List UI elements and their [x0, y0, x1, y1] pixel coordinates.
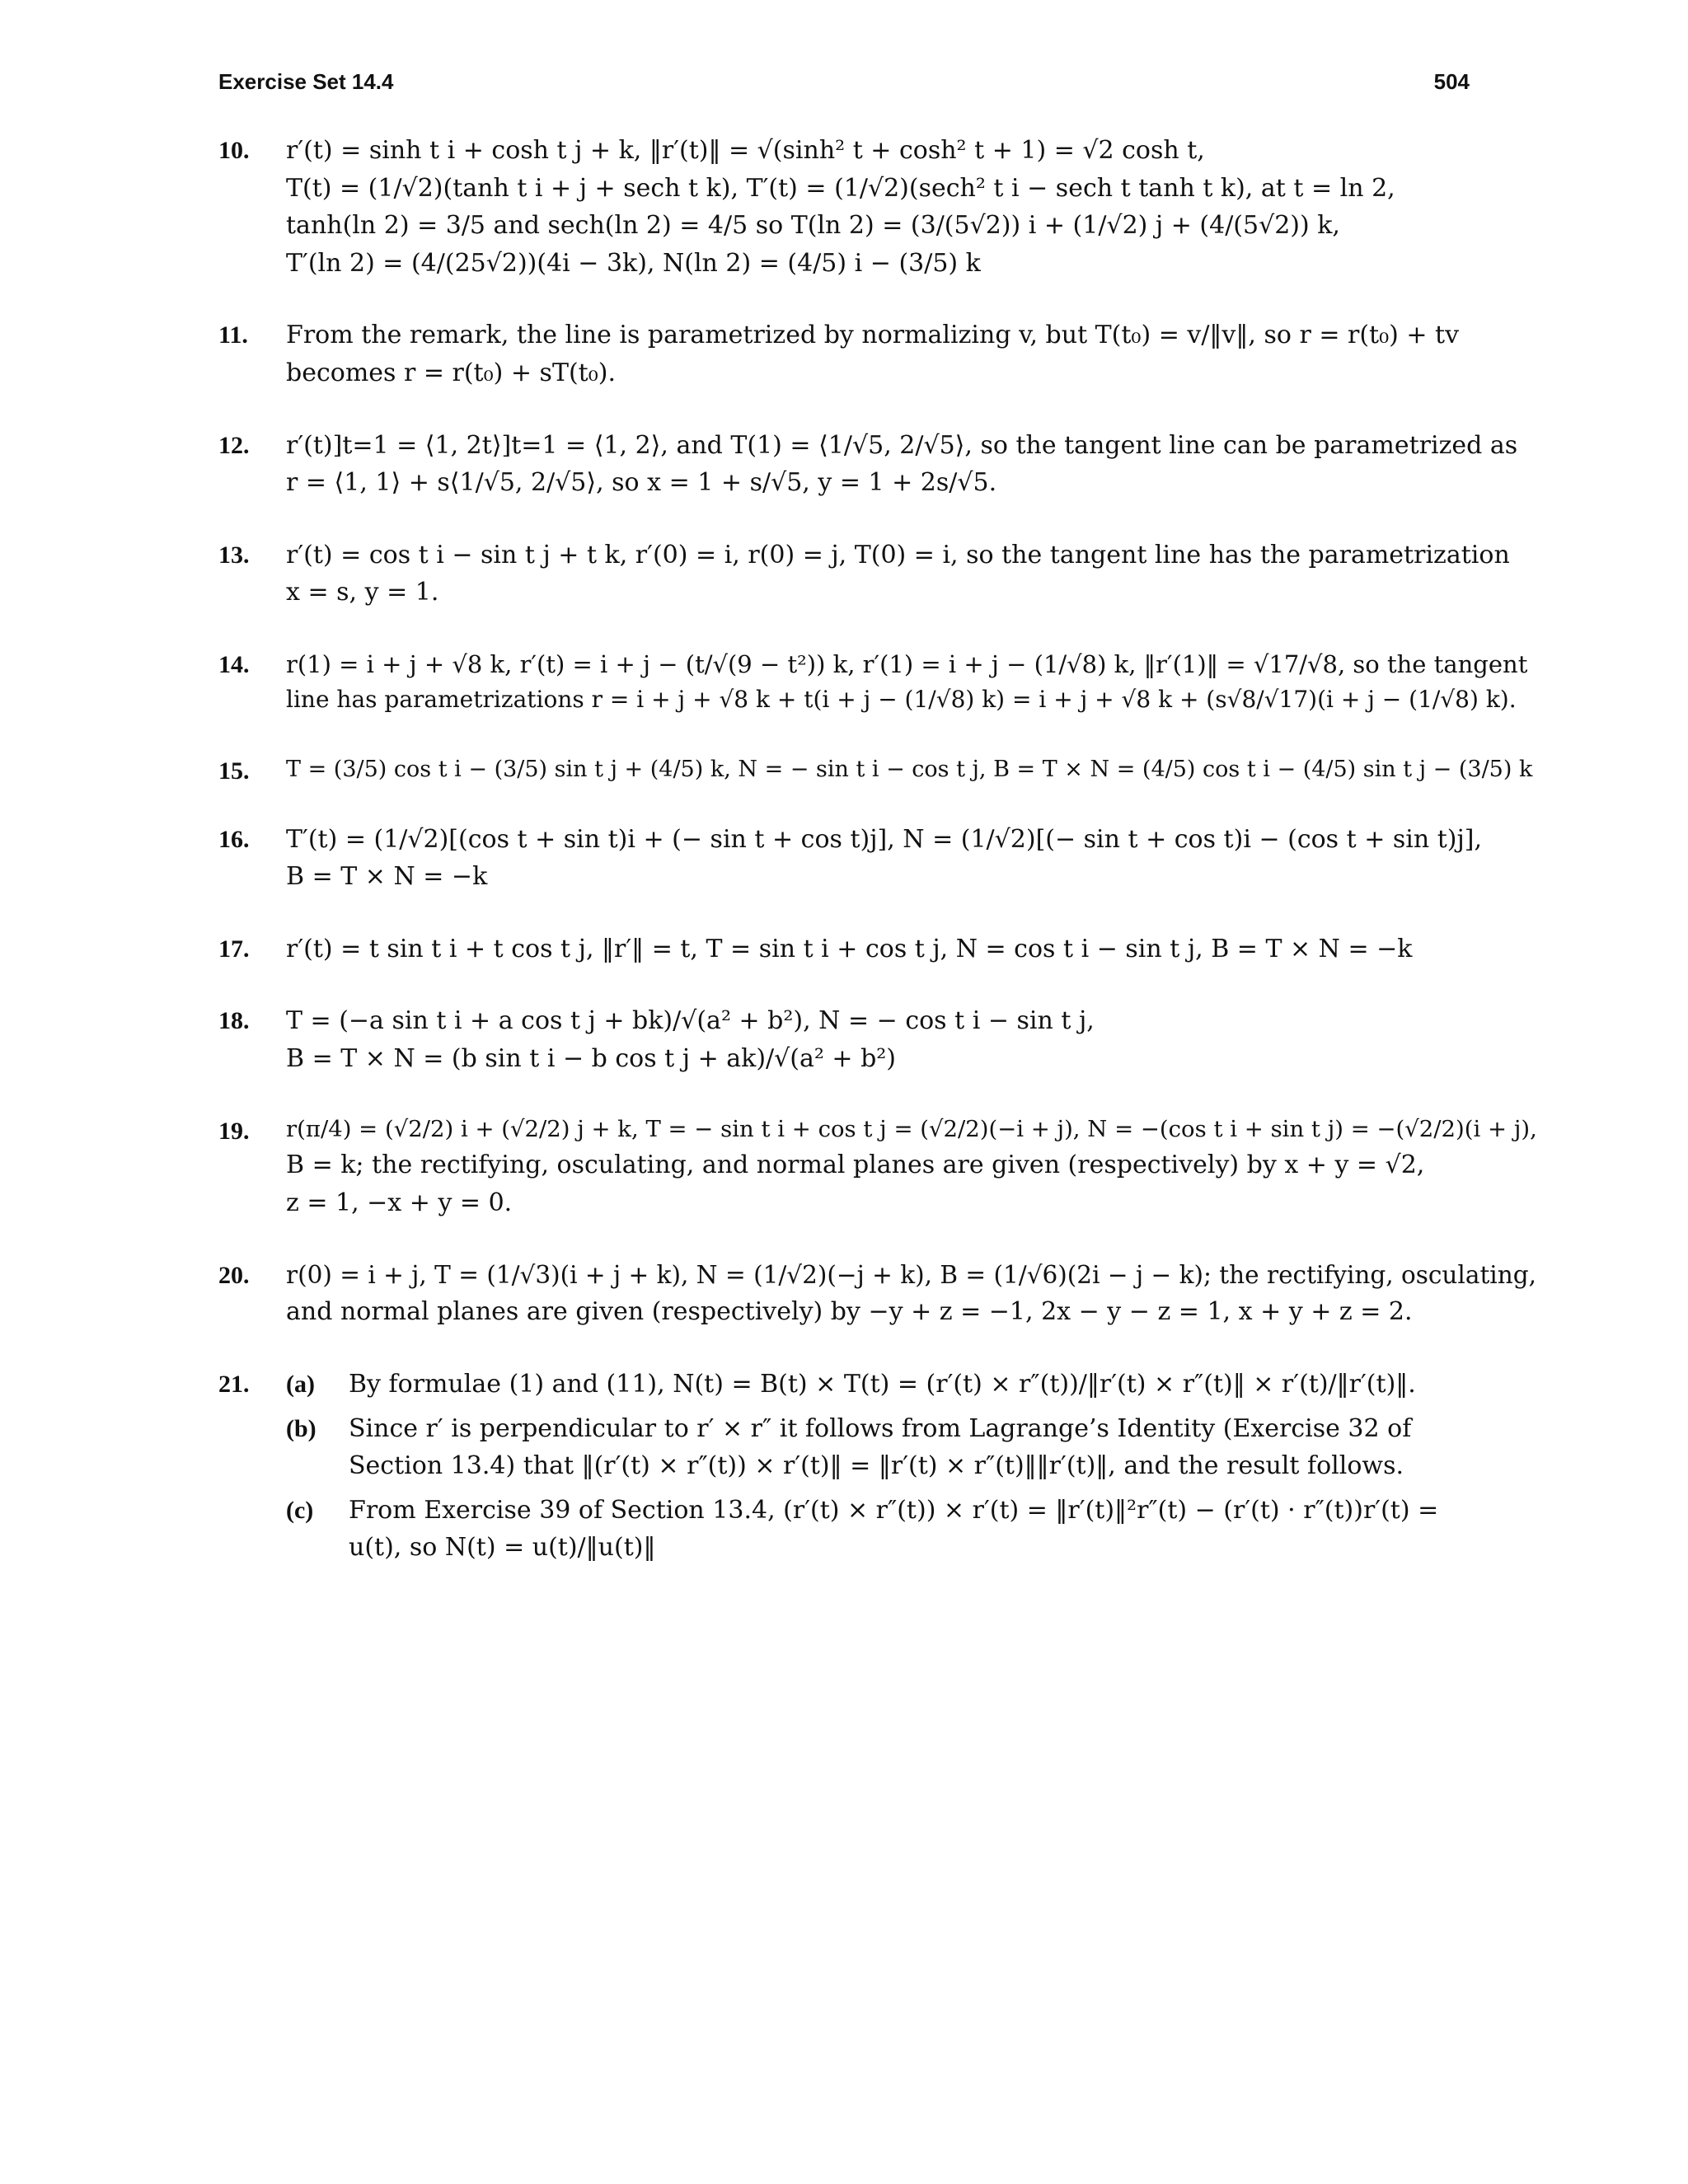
problem-number: 14. — [218, 650, 250, 678]
problem-17 — [218, 930, 1470, 968]
problem-number: 12. — [218, 431, 250, 459]
solution-line: T = (3/5) cos t i − (3/5) sin t j + (4/5) k, N = − sin t i − cos t j, B = T × N = (4/5) cos t i − (4/5) sin t j − (3/5) k — [286, 756, 1533, 782]
solution-line: From the remark, the line is parametrized by normalizing v, but T(t₀) = v/‖v‖, so r = r(t₀) + tv — [286, 321, 1460, 350]
problem-15 — [218, 752, 1533, 786]
problem-number: 19. — [218, 1117, 250, 1145]
problem-number: 18. — [218, 1007, 250, 1035]
problem-number: 10. — [218, 137, 250, 164]
solution-line: x = s, y = 1. — [286, 578, 439, 607]
problem-13 — [218, 537, 1510, 612]
solution-line: B = T × N = (b sin t i − b cos t j + ak)/√(a² + b²) — [286, 1043, 897, 1073]
solution-line: r(0) = i + j, T = (1/√3)(i + j + k), N = (1/√2)(−j + k), B = (1/√6)(2i − j − k); the rectifying, osculating, — [286, 1260, 1537, 1289]
section-title: Exercise Set 14.4 — [218, 69, 394, 94]
problem-18 — [218, 1002, 1470, 1077]
solution-line: T′(ln 2) = (4/(25√2))(4i − 3k), N(ln 2) = (4/5) i − (3/5) k — [286, 248, 981, 278]
problem-number: 15. — [218, 757, 250, 785]
problem-number: 17. — [218, 935, 250, 963]
problem-number: 16. — [218, 825, 250, 853]
page-number: 504 — [1433, 69, 1470, 94]
problem-14 — [218, 646, 1528, 718]
problem-number: 20. — [218, 1261, 250, 1289]
problem-12 — [218, 427, 1518, 502]
solution-line: line has parametrizations r = i + j + √8 k + t(i + j − (1/√8) k) = i + j + √8 k + (s√8/√17)(i + j − (1/√8) k). — [286, 686, 1517, 714]
part-a — [286, 1366, 1470, 1404]
part-text: Since r′ is perpendicular to r′ × r″ it follows from Lagrange’s Identity (Exercise 32 of Section 13.4) that ‖(r′(t) × r″(t)) × r′(t)‖ = ‖r′(t) × r″(t)‖‖r′(t)‖, and the result follows. — [349, 1413, 1412, 1481]
solution-line: z = 1, −x + y = 0. — [286, 1188, 513, 1217]
solution-line: B = k; the rectifying, osculating, and normal planes are given (respectively) by x + y = √2, — [286, 1151, 1425, 1180]
part-label: (c) — [286, 1496, 314, 1524]
solution-line: r′(t) = cos t i − sin t j + t k, r′(0) = i, r(0) = j, T(0) = i, so the tangent line has the parametrization — [286, 540, 1510, 569]
solution-line: T′(t) = (1/√2)[(cos t + sin t)i + (− sin t + cos t)j], N = (1/√2)[(− sin t + cos t)i − (cos t + sin t)j], — [286, 824, 1483, 854]
problem-number: 13. — [218, 541, 250, 569]
page-header — [218, 69, 1470, 95]
solution-line: r′(t) = sinh t i + cosh t j + k, ‖r′(t)‖ = √(sinh² t + cosh² t + 1) = √2 cosh t, — [286, 136, 1205, 165]
part-b — [286, 1410, 1470, 1485]
part-text: From Exercise 39 of Section 13.4, (r′(t) × r″(t)) × r′(t) = ‖r′(t)‖²r″(t) − (r′(t) · r″(t))r′(t) = u(t), so N(t) = u(t)/‖u(t)‖ — [349, 1495, 1439, 1563]
solution-line: becomes r = r(t₀) + sT(t₀). — [286, 358, 616, 387]
problem-10 — [218, 132, 1470, 282]
solution-line: T(t) = (1/√2)(tanh t i + j + sech t k), T′(t) = (1/√2)(sech² t i − sech t tanh t k), at t = ln 2, — [286, 173, 1395, 203]
problem-19 — [218, 1113, 1537, 1222]
part-label: (b) — [286, 1414, 316, 1442]
solution-line: r′(t) = t sin t i + t cos t j, ‖r′‖ = t, T = sin t i + cos t j, N = cos t i − sin t j, B = T × N = −k — [286, 934, 1413, 963]
solution-line: r(1) = i + j + √8 k, r′(t) = i + j − (t/√(9 − t²)) k, r′(1) = i + j − (1/√8) k, ‖r′(1)‖ = √17/√8, so the tangent — [286, 649, 1528, 678]
part-text: By formulae (1) and (11), N(t) = B(t) × T(t) = (r′(t) × r″(t))/‖r′(t) × r″(t)‖ × r′(t)/‖r′(t)‖. — [349, 1369, 1416, 1399]
solution-line: B = T × N = −k — [286, 862, 488, 892]
part-label: (a) — [286, 1370, 315, 1398]
problem-21 — [218, 1366, 1470, 1567]
problem-16 — [218, 821, 1483, 896]
solution-line: r = ⟨1, 1⟩ + s⟨1/√5, 2/√5⟩, so x = 1 + s/√5, y = 1 + 2s/√5. — [286, 468, 997, 498]
problem-11 — [218, 316, 1470, 391]
solution-line: T = (−a sin t i + a cos t j + bk)/√(a² + b²), N = − cos t i − sin t j, — [286, 1006, 1095, 1036]
solution-line: and normal planes are given (respectively) by −y + z = −1, 2x − y − z = 1, x + y + z = 2. — [286, 1297, 1413, 1327]
solution-line: r′(t)]t=1 = ⟨1, 2t⟩]t=1 = ⟨1, 2⟩, and T(1) = ⟨1/√5, 2/√5⟩, so the tangent line can be parametrized as — [286, 430, 1518, 460]
solution-line: tanh(ln 2) = 3/5 and sech(ln 2) = 4/5 so T(ln 2) = (3/(5√2)) i + (1/√2) j + (4/(5√2)) k, — [286, 211, 1340, 241]
problem-number: 21. — [218, 1370, 250, 1398]
solution-line: r(π/4) = (√2/2) i + (√2/2) j + k, T = − sin t i + cos t j = (√2/2)(−i + j), N = −(cos t i + sin t j) = −(√2/2)(i + j), — [286, 1115, 1537, 1142]
problem-20 — [218, 1257, 1537, 1331]
problem-number: 11. — [218, 321, 248, 349]
part-c — [286, 1492, 1470, 1567]
exercise-solutions — [218, 132, 1537, 1601]
